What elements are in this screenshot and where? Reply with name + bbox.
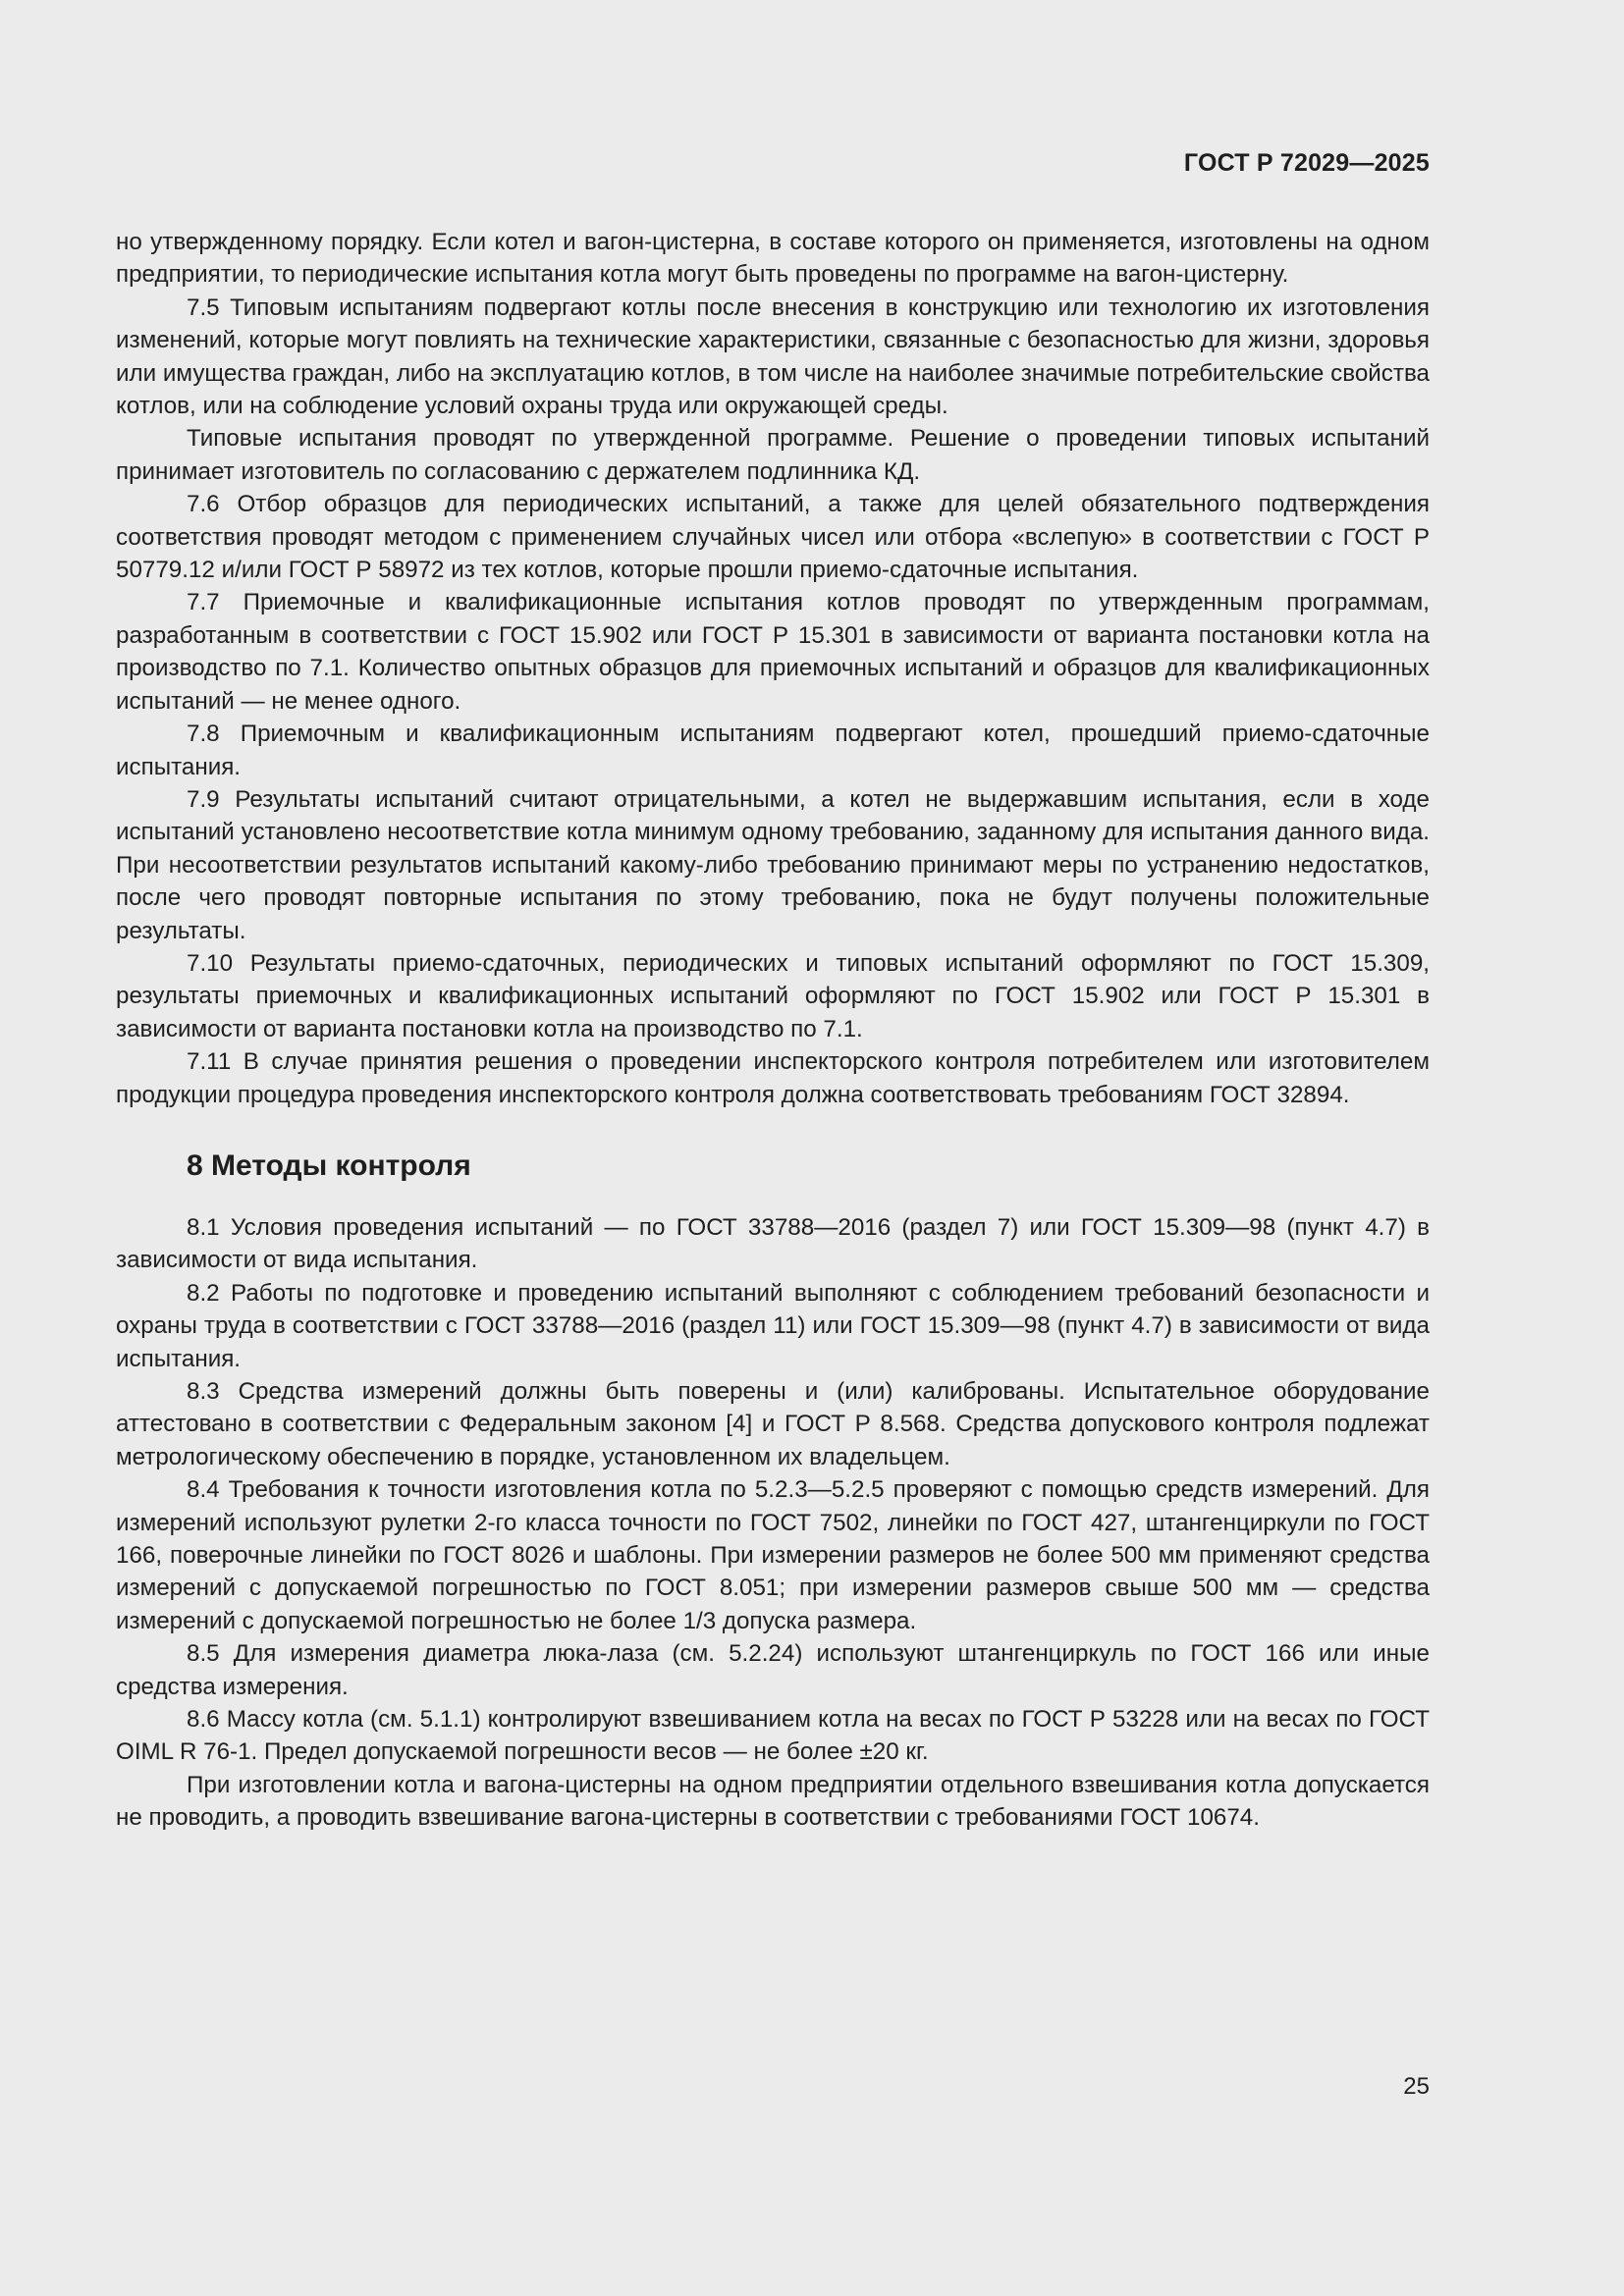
paragraph-8-3: 8.3 Средства измерений должны быть поверены и (или) калиброваны. Испытательное оборудование аттестовано в соответствии с Федеральным законом [4] и ГОСТ Р 8.568. Средства допускового контроля подлежат метрологическому обеспечению в порядке, установленном их владельцем. <box>116 1378 1430 1470</box>
document-body <box>116 226 1430 1835</box>
paragraph-7-6: 7.6 Отбор образцов для периодических испытаний, а также для целей обязательного подтверждения соответствия проводят методом с применением случайных чисел или отбора «вслепую» в соответствии с ГОСТ Р 50779.12 и/или ГОСТ Р 58972 из тех котлов, которые прошли приемо-сдаточные испытания. <box>116 491 1430 584</box>
paragraph-7-5b: Типовые испытания проводят по утвержденной программе. Решение о проведении типовых испытаний принимает изготовитель по согласованию с держателем подлинника КД. <box>116 425 1430 485</box>
paragraph-8-2: 8.2 Работы по подготовке и проведению испытаний выполняют с соблюдением требований безопасности и охраны труда в соответствии с ГОСТ 33788—2016 (раздел 11) или ГОСТ 15.309—98 (пункт 4.7) в зависимости от вида испытания. <box>116 1279 1430 1372</box>
document-header-id: ГОСТ Р 72029—2025 <box>1183 149 1430 177</box>
paragraph-7-11: 7.11 В случае принятия решения о проведении инспекторского контроля потребителем или изготовителем продукции процедура проведения инспекторского контроля должна соответствовать требованиям ГОСТ 32894. <box>116 1048 1430 1108</box>
paragraphs-section-8 <box>116 1211 1430 1835</box>
paragraphs-section-7 <box>116 226 1430 1111</box>
paragraph-cont: но утвержденному порядку. Если котел и вагон-цистерна, в составе которого он применяется, изготовлены на одном предприятии, то периодические испытания котла могут быть проведены по программе на вагон-цистерну. <box>116 229 1430 289</box>
paragraph-8-6b: При изготовлении котла и вагона-цистерны на одном предприятии отдельного взвешивания котла допускается не проводить, а проводить взвешивание вагона-цистерны в соответствии с требованиями ГОСТ 10674. <box>116 1771 1430 1832</box>
paragraph-8-5: 8.5 Для измерения диаметра люка-лаза (см. 5.2.24) используют штангенциркуль по ГОСТ 166 или иные средства измерения. <box>116 1640 1430 1700</box>
paragraph-7-8: 7.8 Приемочным и квалификационным испытаниям подвергают котел, прошедший приемо-сдаточные испытания. <box>116 721 1430 780</box>
paragraph-8-1: 8.1 Условия проведения испытаний — по ГОСТ 33788—2016 (раздел 7) или ГОСТ 15.309—98 (пункт 4.7) в зависимости от вида испытания. <box>116 1213 1430 1274</box>
paragraph-8-4: 8.4 Требования к точности изготовления котла по 5.2.3—5.2.5 проверяют с помощью средств измерений. Для измерений используют рулетки 2-го класса точности по ГОСТ 7502, линейки по ГОСТ 427, штангенциркули по ГОСТ 166, поверочные линейки по ГОСТ 8026 и шаблоны. При измерении размеров не более 500 мм применяют средства измерений с допускаемой погрешностью по ГОСТ 8.051; при измерении размеров свыше 500 мм — средства измерений с допускаемой погрешностью не более 1/3 допуска размера. <box>116 1476 1430 1634</box>
page-number: 25 <box>1403 2073 1430 2100</box>
paragraph-7-9: 7.9 Результаты испытаний считают отрицательными, а котел не выдержавшим испытания, если в ходе испытаний установлено несоответствие котла минимум одному требованию, заданному для испытания данного вида. При несоответствии результатов испытаний какому-либо требованию принимают меры по устранению недостатков, после чего проводят повторные испытания по этому требованию, пока не будут получены положительные результаты. <box>116 785 1430 944</box>
section-heading: 8 Методы контроля <box>187 1148 471 1182</box>
paragraph-7-5: 7.5 Типовым испытаниям подвергают котлы после внесения в конструкцию или технологию их изготовления изменений, которые могут повлиять на технические характеристики, связанные с безопасностью для жизни, здоровья или имущества граждан, либо на эксплуатацию котлов, в том числе на наиболее значимые потребительские свойства котлов, или на соблюдение условий охраны труда или окружающей среды. <box>116 294 1430 420</box>
paragraph-8-6: 8.6 Массу котла (см. 5.1.1) контролируют взвешиванием котла на весах по ГОСТ Р 53228 или на весах по ГОСТ OIML R 76-1. Предел допускаемой погрешности весов — не более ±20 кг. <box>116 1706 1430 1766</box>
paragraph-7-10: 7.10 Результаты приемо-сдаточных, периодических и типовых испытаний оформляют по ГОСТ 15.309, результаты приемочных и квалификационных испытаний оформляют по ГОСТ 15.902 или ГОСТ Р 15.301 в зависимости от варианта постановки котла на производство по 7.1. <box>116 949 1430 1042</box>
paragraph-7-7: 7.7 Приемочные и квалификационные испытания котлов проводят по утвержденным программам, разработанным в соответствии с ГОСТ 15.902 или ГОСТ Р 15.301 в зависимости от варианта постановки котла на производство по 7.1. Количество опытных образцов для приемочных испытаний и образцов для квалификационных испытаний — не менее одного. <box>116 589 1430 715</box>
